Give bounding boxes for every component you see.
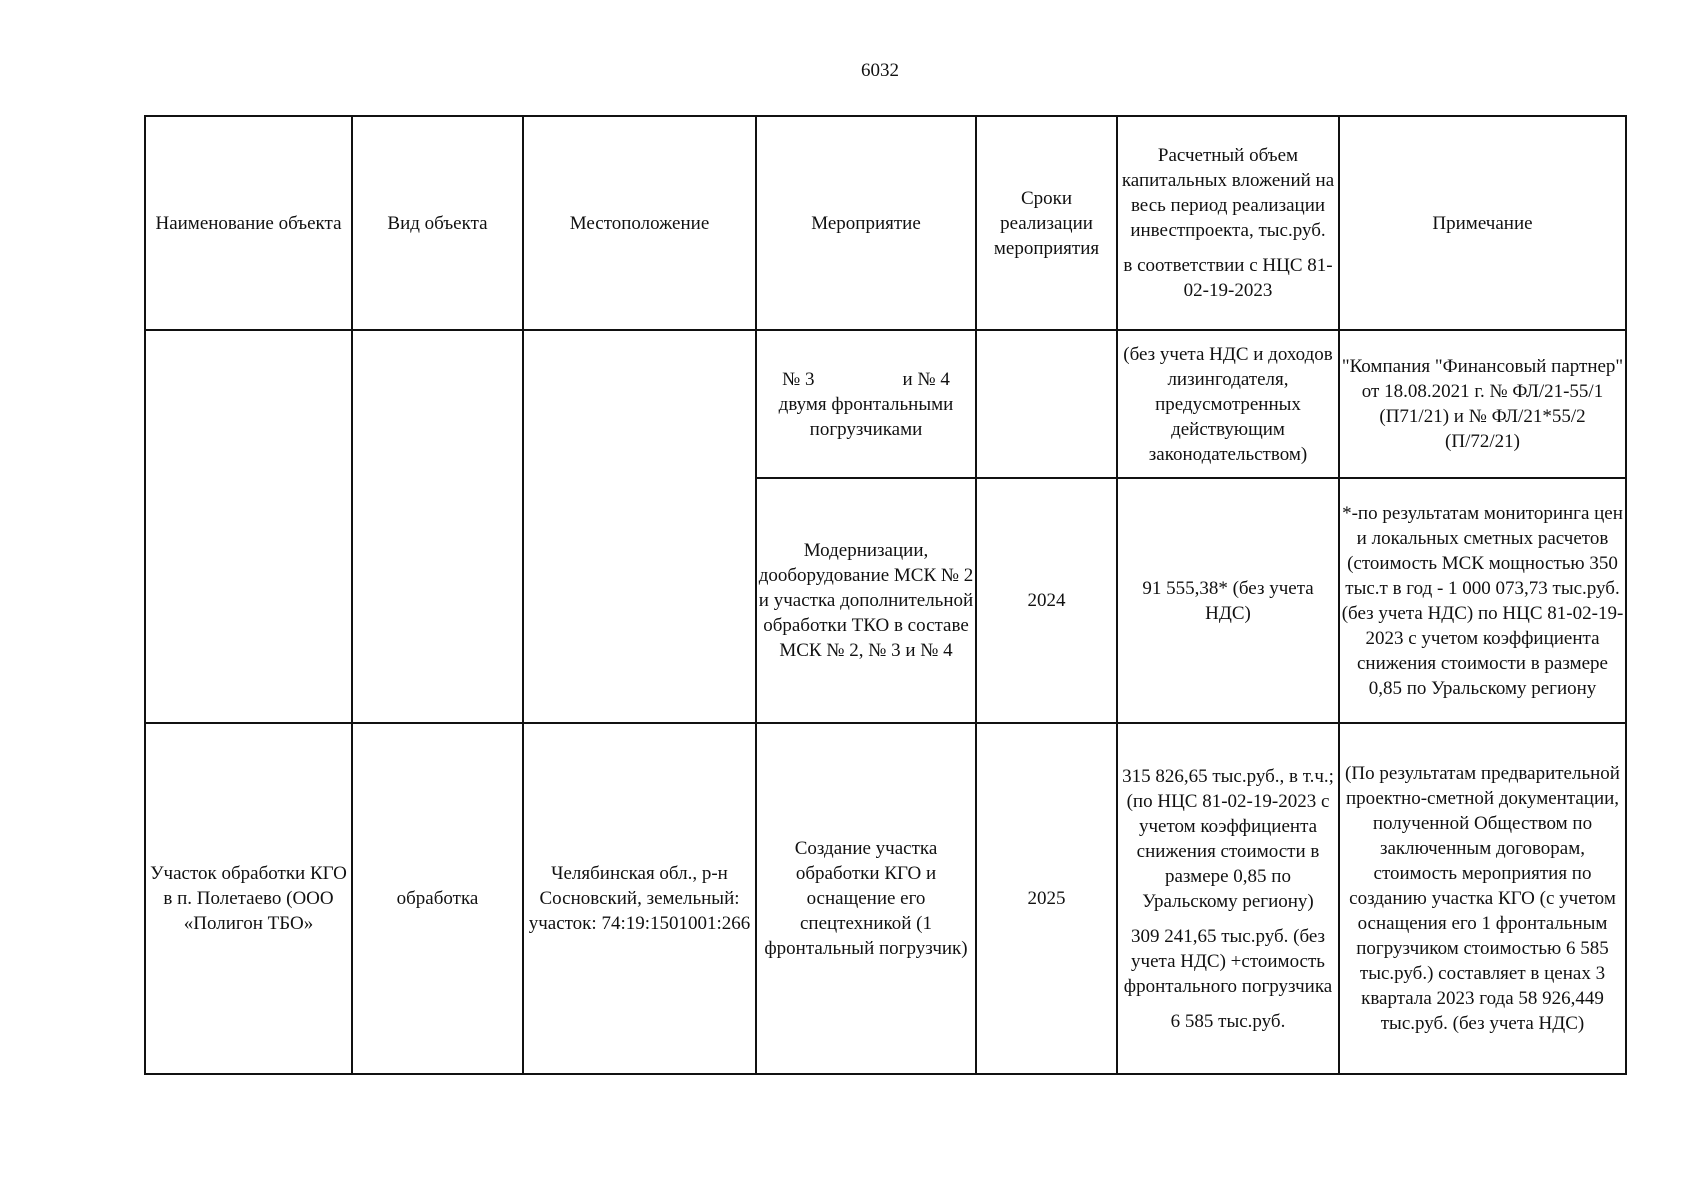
note-cell: "Компания "Финансовый партнер" от 18.08.2021 г. № ФЛ/21-55/1 (П71/21) и № ФЛ/21*55/2 (П/72/21) (1339, 330, 1626, 478)
table-row (145, 723, 1626, 1074)
capex-cell: 91 555,38* (без учета НДС) (1117, 478, 1339, 723)
measure-cell: Модернизации, дооборудование МСК № 2 и участка дополнительной обработки ТКО в составе МСК № 2, № 3 и № 4 (756, 478, 976, 723)
header-measure: Мероприятие (756, 116, 976, 330)
capex-paragraph-2: 309 241,65 тыс.руб. (без учета НДС) +стоимость фронтального погрузчика (1123, 925, 1333, 997)
header-capex-line2: в соответствии с НЦС 81-02-19-2023 (1123, 255, 1333, 301)
header-row (145, 116, 1626, 330)
note-cell: *-по результатам мониторинга цен и локальных сметных расчетов (стоимость МСК мощностью 350 тыс.т в год - 1 000 073,73 тыс.руб. (без учета НДС) по НЦС 81-02-19-2023 с учетом коэффициента снижения стоимости в размере 0,85 по Уральскому региону (1339, 478, 1626, 723)
empty-name-cell (145, 330, 352, 723)
table-row (145, 330, 1626, 478)
capex-paragraph-1: 315 826,65 тыс.руб., в т.ч.; (по НЦС 81-02-19-2023 с учетом коэффициента снижения стоимости в размере 0,85 по Уральскому региону) (1122, 765, 1334, 912)
measure-part3: двумя фронтальными погрузчиками (778, 393, 954, 440)
investment-table (144, 115, 1627, 1075)
page-number: 6032 (861, 60, 899, 81)
header-capex-line1: Расчетный объем капитальных вложений на весь период реализации инвестпроекта, тыс.руб. (1121, 145, 1335, 241)
terms-cell (976, 330, 1117, 478)
location-cell: Челябинская обл., р-н Сосновский, земельный: участок: 74:19:1501001:266 (523, 723, 756, 1074)
measure-cell (756, 330, 976, 478)
capex-paragraph-3: 6 585 тыс.руб. (1170, 1010, 1286, 1032)
object-type-cell: обработка (352, 723, 523, 1074)
header-type: Вид объекта (352, 116, 523, 330)
measure-cell: Создание участка обработки КГО и оснащение его спецтехникой (1 фронтальный погрузчик) (756, 723, 976, 1074)
note-cell: (По результатам предварительной проектно-сметной документации, полученной Обществом по заключенным договорам, стоимость мероприятия по созданию участка КГО (с учетом оснащения его 1 фронтальным погрузчиком стоимостью 6 585 тыс.руб.) составляет в ценах 3 квартала 2023 года 58 926,449 тыс.руб. (без учета НДС) (1339, 723, 1626, 1074)
header-note: Примечание (1339, 116, 1626, 330)
header-terms: Сроки реализации мероприятия (976, 116, 1117, 330)
empty-location-cell (523, 330, 756, 723)
header-capex (1117, 116, 1339, 330)
measure-part1: № 3 (782, 368, 815, 390)
terms-cell: 2024 (976, 478, 1117, 723)
object-name-cell: Участок обработки КГО в п. Полетаево (ООО «Полигон ТБО» (145, 723, 352, 1074)
header-location: Местоположение (523, 116, 756, 330)
header-name: Наименование объекта (145, 116, 352, 330)
terms-cell: 2025 (976, 723, 1117, 1074)
empty-type-cell (352, 330, 523, 723)
capex-cell (1117, 723, 1339, 1074)
capex-cell: (без учета НДС и доходов лизингодателя, предусмотренных действующим законодательством) (1117, 330, 1339, 478)
measure-part2: и № 4 (902, 368, 950, 390)
